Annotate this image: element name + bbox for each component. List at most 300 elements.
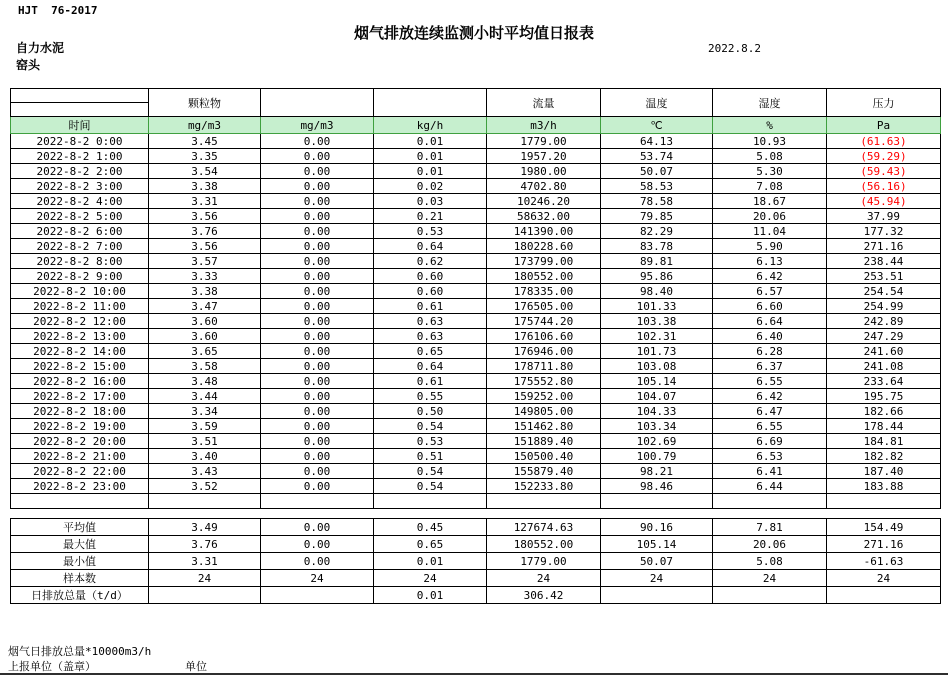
value-cell: 151889.40 [487, 434, 601, 449]
time-cell: 2022-8-2 11:00 [11, 299, 149, 314]
value-cell: 11.04 [713, 224, 827, 239]
value-cell: 0.64 [374, 239, 487, 254]
value-cell: 0.00 [261, 329, 374, 344]
value-cell: 3.38 [149, 179, 261, 194]
value-cell: 180228.60 [487, 239, 601, 254]
summary-row [11, 587, 941, 604]
value-cell: 0.60 [374, 269, 487, 284]
value-cell: 6.44 [713, 479, 827, 494]
value-cell: 6.37 [713, 359, 827, 374]
summary-value-cell: -61.63 [827, 553, 941, 570]
value-cell: 0.65 [374, 344, 487, 359]
group-header-cell [261, 89, 374, 117]
value-cell: 0.00 [261, 224, 374, 239]
data-row [11, 239, 941, 254]
time-cell: 2022-8-2 8:00 [11, 254, 149, 269]
value-cell: (45.94) [827, 194, 941, 209]
value-cell: 50.07 [601, 164, 713, 179]
time-header-upper-cell [11, 89, 149, 103]
time-cell: 2022-8-2 7:00 [11, 239, 149, 254]
value-cell: 3.45 [149, 134, 261, 149]
value-cell: 3.43 [149, 464, 261, 479]
value-cell: 3.40 [149, 449, 261, 464]
empty-cell [713, 494, 827, 509]
summary-value-cell [261, 587, 374, 604]
value-cell: 3.58 [149, 359, 261, 374]
data-row [11, 164, 941, 179]
value-cell: 247.29 [827, 329, 941, 344]
value-cell: 3.44 [149, 389, 261, 404]
summary-value-cell [827, 587, 941, 604]
value-cell: 82.29 [601, 224, 713, 239]
value-cell: 101.73 [601, 344, 713, 359]
summary-row [11, 519, 941, 536]
value-cell: 18.67 [713, 194, 827, 209]
value-cell: 6.42 [713, 389, 827, 404]
value-cell: 0.63 [374, 314, 487, 329]
value-cell: 0.61 [374, 374, 487, 389]
value-cell: 0.01 [374, 164, 487, 179]
summary-value-cell: 24 [487, 570, 601, 587]
value-cell: 78.58 [601, 194, 713, 209]
value-cell: 102.69 [601, 434, 713, 449]
value-cell: 5.30 [713, 164, 827, 179]
value-cell: 3.54 [149, 164, 261, 179]
value-cell: 0.00 [261, 314, 374, 329]
value-cell: (59.43) [827, 164, 941, 179]
value-cell: 3.52 [149, 479, 261, 494]
time-cell: 2022-8-2 3:00 [11, 179, 149, 194]
value-cell: 101.33 [601, 299, 713, 314]
time-cell: 2022-8-2 12:00 [11, 314, 149, 329]
value-cell: 0.54 [374, 464, 487, 479]
value-cell: 0.63 [374, 329, 487, 344]
data-row [11, 479, 941, 494]
summary-label-cell: 日排放总量（t/d） [11, 587, 149, 604]
unit-label: 单位 [185, 660, 207, 673]
value-cell: 5.08 [713, 149, 827, 164]
value-cell: 0.01 [374, 134, 487, 149]
time-cell: 2022-8-2 5:00 [11, 209, 149, 224]
value-cell: 3.34 [149, 404, 261, 419]
doc-code: HJT 76-2017 [18, 4, 98, 17]
summary-label-cell: 最大值 [11, 536, 149, 553]
time-cell: 2022-8-2 23:00 [11, 479, 149, 494]
group-header-cell: 温度 [601, 89, 713, 117]
time-cell: 2022-8-2 19:00 [11, 419, 149, 434]
value-cell: 233.64 [827, 374, 941, 389]
empty-cell [487, 494, 601, 509]
unit-header-cell: % [713, 117, 827, 134]
value-cell: 271.16 [827, 239, 941, 254]
summary-value-cell: 20.06 [713, 536, 827, 553]
data-row [11, 449, 941, 464]
value-cell: 3.31 [149, 194, 261, 209]
group-header-row [11, 89, 941, 103]
monitor-location: 窑头 [16, 58, 41, 72]
value-cell: 103.38 [601, 314, 713, 329]
value-cell: 0.00 [261, 194, 374, 209]
data-row [11, 464, 941, 479]
value-cell: 0.54 [374, 419, 487, 434]
group-header-cell: 颗粒物 [149, 89, 261, 117]
summary-value-cell: 50.07 [601, 553, 713, 570]
value-cell: 151462.80 [487, 419, 601, 434]
unit-header-cell: mg/m3 [149, 117, 261, 134]
value-cell: 10.93 [713, 134, 827, 149]
value-cell: 3.56 [149, 209, 261, 224]
data-row [11, 374, 941, 389]
summary-value-cell [149, 587, 261, 604]
summary-value-cell: 0.00 [261, 553, 374, 570]
summary-value-cell: 0.00 [261, 536, 374, 553]
summary-value-cell [601, 587, 713, 604]
summary-value-cell: 271.16 [827, 536, 941, 553]
value-cell: 173799.00 [487, 254, 601, 269]
value-cell: 64.13 [601, 134, 713, 149]
value-cell: 98.40 [601, 284, 713, 299]
value-cell: 3.56 [149, 239, 261, 254]
value-cell: 178335.00 [487, 284, 601, 299]
value-cell: 104.33 [601, 404, 713, 419]
time-cell: 2022-8-2 18:00 [11, 404, 149, 419]
value-cell: 187.40 [827, 464, 941, 479]
summary-value-cell: 3.31 [149, 553, 261, 570]
value-cell: 53.74 [601, 149, 713, 164]
value-cell: 6.40 [713, 329, 827, 344]
value-cell: 95.86 [601, 269, 713, 284]
value-cell: 178711.80 [487, 359, 601, 374]
value-cell: 183.88 [827, 479, 941, 494]
value-cell: 3.48 [149, 374, 261, 389]
value-cell: 0.00 [261, 209, 374, 224]
value-cell: 0.50 [374, 404, 487, 419]
value-cell: 89.81 [601, 254, 713, 269]
hourly-data-table [10, 88, 941, 509]
summary-value-cell: 180552.00 [487, 536, 601, 553]
value-cell: 6.55 [713, 374, 827, 389]
summary-row [11, 536, 941, 553]
data-row [11, 284, 941, 299]
value-cell: 182.66 [827, 404, 941, 419]
summary-value-cell: 0.01 [374, 587, 487, 604]
value-cell: 6.42 [713, 269, 827, 284]
summary-value-cell: 24 [601, 570, 713, 587]
value-cell: 4702.80 [487, 179, 601, 194]
summary-value-cell: 127674.63 [487, 519, 601, 536]
value-cell: 0.00 [261, 134, 374, 149]
unit-header-cell: 时间 [11, 117, 149, 134]
value-cell: 0.00 [261, 239, 374, 254]
data-row [11, 254, 941, 269]
empty-cell [374, 494, 487, 509]
group-header-cell: 压力 [827, 89, 941, 117]
value-cell: 105.14 [601, 374, 713, 389]
unit-header-cell: m3/h [487, 117, 601, 134]
summary-value-cell: 306.42 [487, 587, 601, 604]
value-cell: 5.90 [713, 239, 827, 254]
summary-value-cell: 0.65 [374, 536, 487, 553]
time-cell: 2022-8-2 1:00 [11, 149, 149, 164]
value-cell: 98.46 [601, 479, 713, 494]
value-cell: 7.08 [713, 179, 827, 194]
group-header-cell: 流量 [487, 89, 601, 117]
value-cell: 0.55 [374, 389, 487, 404]
data-row [11, 149, 941, 164]
data-row [11, 404, 941, 419]
value-cell: 83.78 [601, 239, 713, 254]
value-cell: 175552.80 [487, 374, 601, 389]
value-cell: (61.63) [827, 134, 941, 149]
summary-value-cell: 0.01 [374, 553, 487, 570]
data-row [11, 419, 941, 434]
unit-header-row [11, 117, 941, 134]
value-cell: 1779.00 [487, 134, 601, 149]
value-cell: 0.00 [261, 149, 374, 164]
data-row [11, 299, 941, 314]
value-cell: 0.00 [261, 449, 374, 464]
empty-cell [601, 494, 713, 509]
data-row [11, 434, 941, 449]
value-cell: 0.02 [374, 179, 487, 194]
value-cell: 175744.20 [487, 314, 601, 329]
flow-unit-note: 烟气日排放总量*10000m3/h [8, 645, 152, 658]
summary-value-cell: 105.14 [601, 536, 713, 553]
value-cell: 6.69 [713, 434, 827, 449]
value-cell: 6.13 [713, 254, 827, 269]
value-cell: 176505.00 [487, 299, 601, 314]
summary-label-cell: 样本数 [11, 570, 149, 587]
group-header-cell [374, 89, 487, 117]
summary-value-cell: 0.45 [374, 519, 487, 536]
value-cell: 37.99 [827, 209, 941, 224]
time-cell: 2022-8-2 13:00 [11, 329, 149, 344]
value-cell: 3.38 [149, 284, 261, 299]
data-row [11, 134, 941, 149]
time-cell: 2022-8-2 20:00 [11, 434, 149, 449]
value-cell: 3.47 [149, 299, 261, 314]
empty-cell [11, 494, 149, 509]
data-row [11, 359, 941, 374]
empty-row [11, 494, 941, 509]
data-row [11, 329, 941, 344]
summary-value-cell: 5.08 [713, 553, 827, 570]
value-cell: 0.00 [261, 299, 374, 314]
empty-cell [827, 494, 941, 509]
value-cell: 6.53 [713, 449, 827, 464]
value-cell: 6.57 [713, 284, 827, 299]
time-cell: 2022-8-2 9:00 [11, 269, 149, 284]
time-cell: 2022-8-2 0:00 [11, 134, 149, 149]
value-cell: 3.76 [149, 224, 261, 239]
value-cell: 98.21 [601, 464, 713, 479]
value-cell: 0.01 [374, 149, 487, 164]
value-cell: 182.82 [827, 449, 941, 464]
value-cell: 6.55 [713, 419, 827, 434]
time-cell: 2022-8-2 14:00 [11, 344, 149, 359]
value-cell: 0.62 [374, 254, 487, 269]
title-bar [0, 22, 948, 43]
value-cell: 103.08 [601, 359, 713, 374]
summary-row [11, 553, 941, 570]
value-cell: 6.41 [713, 464, 827, 479]
value-cell: 1980.00 [487, 164, 601, 179]
page-title: 烟气排放连续监测小时平均值日报表 [353, 24, 594, 42]
value-cell: 0.00 [261, 419, 374, 434]
unit-header-cell: mg/m3 [261, 117, 374, 134]
value-cell: 3.57 [149, 254, 261, 269]
report-tables [10, 88, 940, 604]
value-cell: 241.60 [827, 344, 941, 359]
unit-header-cell: Pa [827, 117, 941, 134]
value-cell: 0.60 [374, 284, 487, 299]
value-cell: 0.00 [261, 389, 374, 404]
value-cell: 0.21 [374, 209, 487, 224]
value-cell: 177.32 [827, 224, 941, 239]
time-cell: 2022-8-2 2:00 [11, 164, 149, 179]
data-row [11, 269, 941, 284]
value-cell: 0.54 [374, 479, 487, 494]
value-cell: 180552.00 [487, 269, 601, 284]
value-cell: 0.00 [261, 269, 374, 284]
value-cell: 184.81 [827, 434, 941, 449]
value-cell: 79.85 [601, 209, 713, 224]
summary-value-cell: 3.49 [149, 519, 261, 536]
value-cell: 58632.00 [487, 209, 601, 224]
summary-value-cell: 24 [149, 570, 261, 587]
value-cell: 20.06 [713, 209, 827, 224]
value-cell: 3.60 [149, 329, 261, 344]
summary-table [10, 518, 941, 604]
value-cell: 0.03 [374, 194, 487, 209]
value-cell: 254.54 [827, 284, 941, 299]
empty-cell [261, 494, 374, 509]
value-cell: 159252.00 [487, 389, 601, 404]
value-cell: 152233.80 [487, 479, 601, 494]
value-cell: (56.16) [827, 179, 941, 194]
value-cell: 0.51 [374, 449, 487, 464]
summary-value-cell: 7.81 [713, 519, 827, 536]
summary-value-cell [713, 587, 827, 604]
value-cell: 242.89 [827, 314, 941, 329]
value-cell: (59.29) [827, 149, 941, 164]
empty-cell [149, 494, 261, 509]
time-header-lower-cell [11, 103, 149, 117]
data-row [11, 179, 941, 194]
value-cell: 176946.00 [487, 344, 601, 359]
value-cell: 0.00 [261, 479, 374, 494]
value-cell: 3.65 [149, 344, 261, 359]
value-cell: 104.07 [601, 389, 713, 404]
value-cell: 155879.40 [487, 464, 601, 479]
value-cell: 253.51 [827, 269, 941, 284]
value-cell: 0.00 [261, 359, 374, 374]
value-cell: 178.44 [827, 419, 941, 434]
summary-label-cell: 平均值 [11, 519, 149, 536]
value-cell: 58.53 [601, 179, 713, 194]
unit-header-cell: ℃ [601, 117, 713, 134]
value-cell: 0.61 [374, 299, 487, 314]
value-cell: 3.60 [149, 314, 261, 329]
group-header-cell: 湿度 [713, 89, 827, 117]
value-cell: 0.00 [261, 254, 374, 269]
value-cell: 103.34 [601, 419, 713, 434]
data-row [11, 344, 941, 359]
value-cell: 0.53 [374, 434, 487, 449]
data-row [11, 224, 941, 239]
data-row [11, 209, 941, 224]
time-cell: 2022-8-2 15:00 [11, 359, 149, 374]
value-cell: 6.47 [713, 404, 827, 419]
value-cell: 0.00 [261, 464, 374, 479]
time-cell: 2022-8-2 4:00 [11, 194, 149, 209]
data-row [11, 314, 941, 329]
value-cell: 0.00 [261, 344, 374, 359]
value-cell: 176106.60 [487, 329, 601, 344]
value-cell: 241.08 [827, 359, 941, 374]
time-cell: 2022-8-2 21:00 [11, 449, 149, 464]
summary-value-cell: 90.16 [601, 519, 713, 536]
value-cell: 3.35 [149, 149, 261, 164]
bottom-divider [0, 673, 948, 675]
value-cell: 3.51 [149, 434, 261, 449]
value-cell: 254.99 [827, 299, 941, 314]
summary-value-cell: 0.00 [261, 519, 374, 536]
data-row [11, 389, 941, 404]
table-gap [10, 509, 940, 518]
value-cell: 3.59 [149, 419, 261, 434]
value-cell: 0.00 [261, 434, 374, 449]
summary-value-cell: 24 [827, 570, 941, 587]
value-cell: 195.75 [827, 389, 941, 404]
value-cell: 0.00 [261, 164, 374, 179]
summary-label-cell: 最小值 [11, 553, 149, 570]
summary-value-cell: 3.76 [149, 536, 261, 553]
company-name: 自力水泥 [16, 41, 65, 55]
time-cell: 2022-8-2 22:00 [11, 464, 149, 479]
value-cell: 0.00 [261, 179, 374, 194]
time-cell: 2022-8-2 6:00 [11, 224, 149, 239]
summary-value-cell: 1779.00 [487, 553, 601, 570]
value-cell: 0.00 [261, 404, 374, 419]
report-date: 2022.8.2 [708, 42, 761, 55]
summary-value-cell: 24 [261, 570, 374, 587]
value-cell: 238.44 [827, 254, 941, 269]
value-cell: 0.53 [374, 224, 487, 239]
data-row [11, 194, 941, 209]
value-cell: 100.79 [601, 449, 713, 464]
value-cell: 6.28 [713, 344, 827, 359]
value-cell: 10246.20 [487, 194, 601, 209]
value-cell: 0.64 [374, 359, 487, 374]
summary-value-cell: 24 [713, 570, 827, 587]
value-cell: 0.00 [261, 374, 374, 389]
value-cell: 6.60 [713, 299, 827, 314]
value-cell: 3.33 [149, 269, 261, 284]
unit-header-cell: kg/h [374, 117, 487, 134]
value-cell: 149805.00 [487, 404, 601, 419]
time-cell: 2022-8-2 17:00 [11, 389, 149, 404]
summary-row [11, 570, 941, 587]
time-cell: 2022-8-2 16:00 [11, 374, 149, 389]
value-cell: 102.31 [601, 329, 713, 344]
value-cell: 6.64 [713, 314, 827, 329]
summary-value-cell: 24 [374, 570, 487, 587]
value-cell: 0.00 [261, 284, 374, 299]
value-cell: 141390.00 [487, 224, 601, 239]
report-unit-label: 上报单位（盖章） [8, 660, 96, 673]
summary-value-cell: 154.49 [827, 519, 941, 536]
